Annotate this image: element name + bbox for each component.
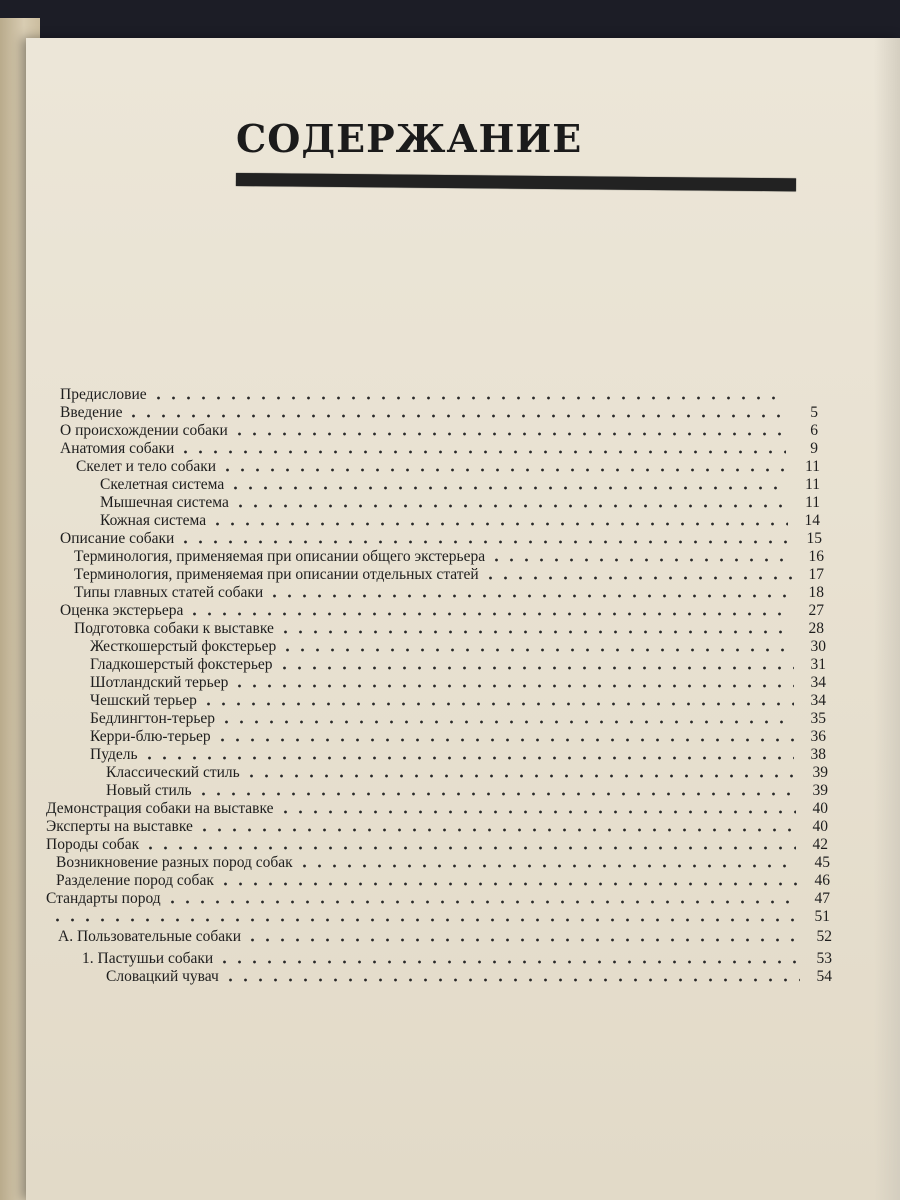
toc-entry: Скелетная система 11 xyxy=(100,476,820,493)
toc-entry: О происхождении собаки 6 xyxy=(60,422,818,439)
toc-entry: Стандарты пород 47 xyxy=(46,890,830,907)
toc-entry: Введение 5 xyxy=(60,404,818,421)
toc-entry: 51 xyxy=(46,908,830,926)
page-title: СОДЕРЖАНИЕ xyxy=(236,116,583,161)
toc-entry: Породы собак 42 xyxy=(46,836,828,853)
table-of-contents xyxy=(26,38,900,1038)
toc-entry: Словацкий чувач 54 xyxy=(106,968,832,985)
toc-entry: Чешский терьер 34 xyxy=(90,692,826,709)
toc-entry: Типы главных статей собаки 18 xyxy=(74,584,824,601)
toc-entry: Жесткошерстый фокстерьер 30 xyxy=(90,638,826,655)
toc-entry: Кожная система 14 xyxy=(100,512,820,529)
toc-entry: А. Пользовательные собаки 52 xyxy=(58,928,832,945)
toc-entry: Гладкошерстый фокстерьер 31 xyxy=(90,656,826,673)
toc-entry: Возникновение разных пород собак 45 xyxy=(56,854,830,871)
toc-entry: Скелет и тело собаки 11 xyxy=(76,458,820,475)
toc-entry: Предисловие xyxy=(60,386,818,404)
toc-entry: Оценка экстерьера 27 xyxy=(60,602,824,619)
toc-entry: Мышечная система 11 xyxy=(100,494,820,511)
toc-entry: Классический стиль 39 xyxy=(106,764,828,781)
toc-entry: 1. Пастушьи собаки 53 xyxy=(82,950,832,967)
toc-entry: Демонстрация собаки на выставке 40 xyxy=(46,800,828,817)
toc-entry: Новый стиль 39 xyxy=(106,782,828,799)
toc-entry: Пудель 38 xyxy=(90,746,826,763)
toc-entry: Терминология, применяемая при описании общего экстерьера 16 xyxy=(74,548,824,565)
toc-entry: Керри-блю-терьер 36 xyxy=(90,728,826,745)
toc-entry: Разделение пород собак 46 xyxy=(56,872,830,889)
toc-entry: Бедлингтон-терьер 35 xyxy=(90,710,826,727)
toc-entry: Анатомия собаки 9 xyxy=(60,440,818,457)
book-page xyxy=(26,38,900,1200)
toc-entry: Описание собаки 15 xyxy=(60,530,822,547)
toc-entry: Подготовка собаки к выставке 28 xyxy=(74,620,824,637)
toc-entry: Шотландский терьер 34 xyxy=(90,674,826,691)
toc-entry: Эксперты на выставке 40 xyxy=(46,818,828,835)
toc-entry: Терминология, применяемая при описании отдельных статей 17 xyxy=(74,566,824,583)
